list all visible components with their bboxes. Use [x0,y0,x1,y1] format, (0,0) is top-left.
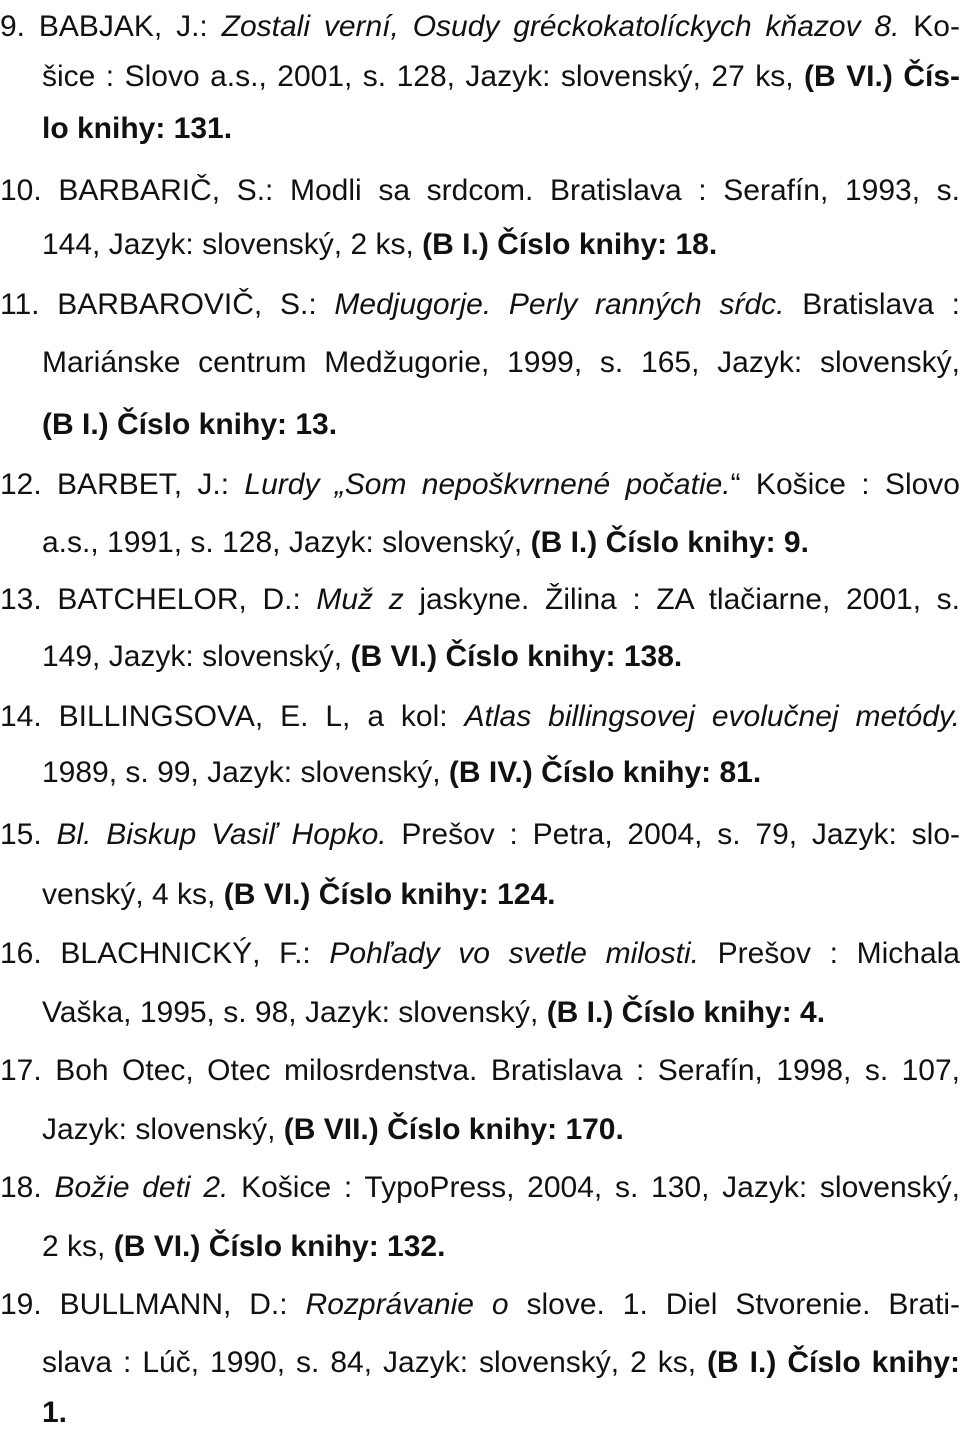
entry-number: 12. [0,468,42,501]
entry-14-line-1: 14. BILLINGSOVA, E. L, a kol: Atlas billingsovej evolučnej metódy. [0,700,960,733]
entry-11-line-1: 11. BARBAROVIČ, S.: Medjugorje. Perly ranných sŕdc. Bratislava : [0,288,960,321]
entry-number: 15. [0,818,42,851]
entry-12-line-2: a.s., 1991, s. 128, Jazyk: slovenský, (B I.) Číslo knihy: 9. [42,526,809,559]
entry-10-line-1: 10. BARBARIČ, S.: Modli sa srdcom. Bratislava : Serafín, 1993, s. [0,174,960,207]
entry-18-line-2: 2 ks, (B VI.) Číslo knihy: 132. [42,1230,446,1263]
entry-19-line-2: slava : Lúč, 1990, s. 84, Jazyk: slovenský, 2 ks, (B I.) Číslo knihy: [42,1346,960,1379]
entry-9-line-3: lo knihy: 131. [42,112,233,145]
entry-number: 14. [0,700,42,733]
entry-11-line-2: Mariánske centrum Medžugorie, 1999, s. 165, Jazyk: slovenský, [42,346,960,379]
entry-number: 13. [0,583,42,616]
entry-18-line-1: 18. Božie deti 2. Košice : TypoPress, 2004, s. 130, Jazyk: slovenský, [0,1171,960,1204]
entry-14-line-2: 1989, s. 99, Jazyk: slovenský, (B IV.) Číslo knihy: 81. [42,756,762,789]
entry-number: 10. [0,174,42,207]
entry-number: 18. [0,1171,42,1204]
entry-9-line-1: 9. BABJAK, J.: Zostali verní, Osudy gréckokatolíckych kňazov 8. Ko- [0,10,960,43]
entry-12-line-1: 12. BARBET, J.: Lurdy „Som nepoškvrnené počatie.“ Košice : Slovo [0,468,960,501]
entry-15-line-1: 15. Bl. Biskup Vasiľ Hopko. Prešov : Petra, 2004, s. 79, Jazyk: slo- [0,818,960,851]
entry-13-line-2: 149, Jazyk: slovenský, (B VI.) Číslo knihy: 138. [42,640,683,673]
entry-11-line-3: (B I.) Číslo knihy: 13. [42,408,338,441]
entry-16-line-1: 16. BLACHNICKÝ, F.: Pohľady vo svetle milosti. Prešov : Michala [0,937,960,970]
entry-number: 19. [0,1288,42,1321]
entry-number: 11. [0,288,40,321]
entry-number: 9. [0,10,26,43]
entry-9-line-2: šice : Slovo a.s., 2001, s. 128, Jazyk: slovenský, 27 ks, (B VI.) Čís- [42,60,960,93]
entry-19-line-1: 19. BULLMANN, D.: Rozprávanie o slove. 1. Diel Stvorenie. Brati- [0,1288,960,1321]
entry-17-line-2: Jazyk: slovenský, (B VII.) Číslo knihy: 170. [42,1113,624,1146]
entry-number: 16. [0,937,42,970]
entry-13-line-1: 13. BATCHELOR, D.: Muž z jaskyne. Žilina : ZA tlačiarne, 2001, s. [0,583,960,616]
entry-number: 17. [0,1054,42,1087]
entry-15-line-2: venský, 4 ks, (B VI.) Číslo knihy: 124. [42,878,556,911]
entry-16-line-2: Vaška, 1995, s. 98, Jazyk: slovenský, (B I.) Číslo knihy: 4. [42,996,826,1029]
entry-19-line-3: 1. [42,1396,68,1429]
entry-10-line-2: 144, Jazyk: slovenský, 2 ks, (B I.) Číslo knihy: 18. [42,228,718,261]
entry-17-line-1: 17. Boh Otec, Otec milosrdenstva. Bratislava : Serafín, 1998, s. 107, [0,1054,960,1087]
